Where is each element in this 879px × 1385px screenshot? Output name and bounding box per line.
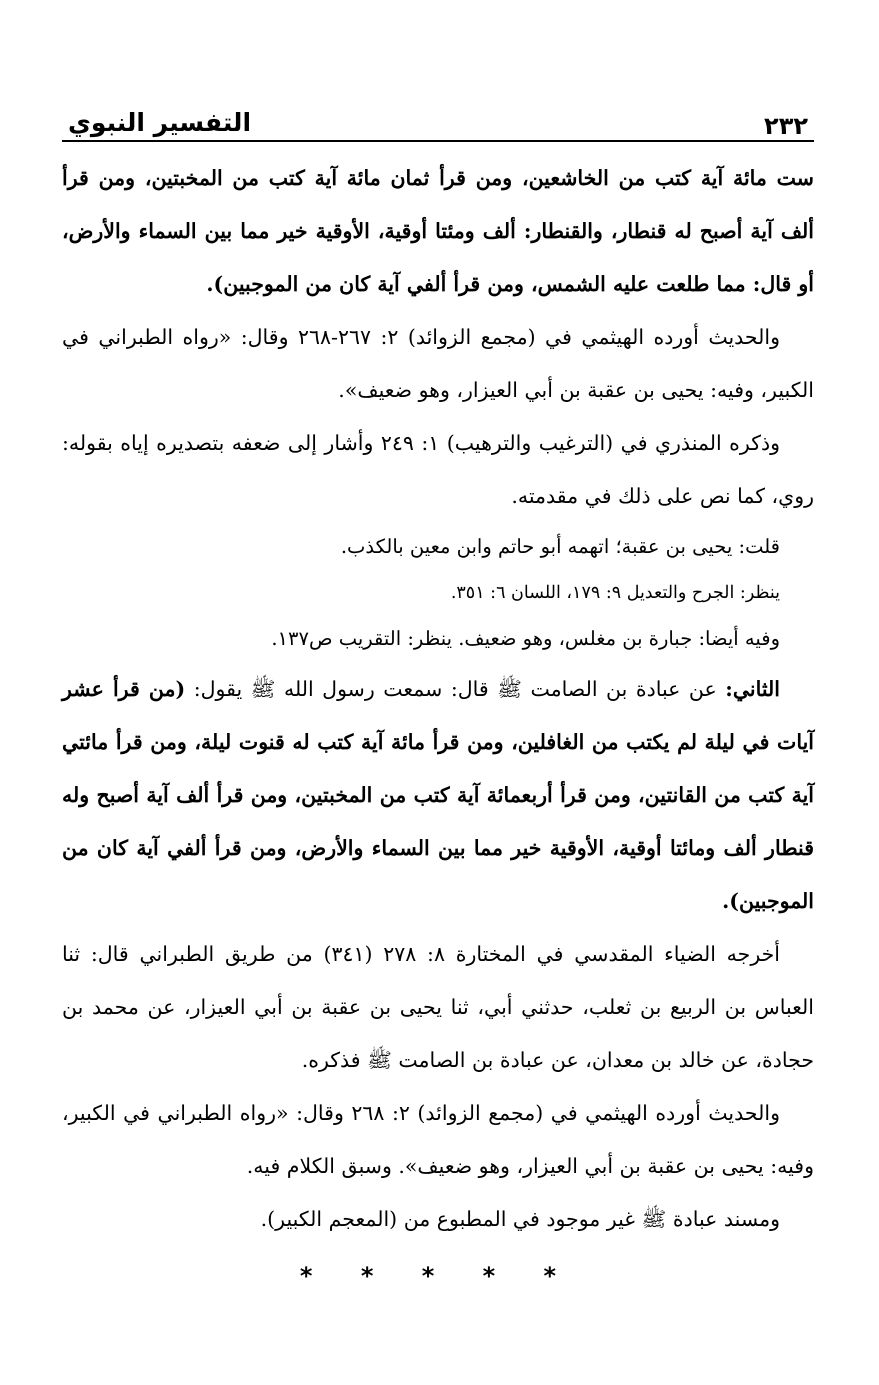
paragraph-haythami-1: والحديث أورده الهيثمي في (مجمع الزوائد) ٢: ٢٦٧-٢٦٨ وقال: «رواه الطبراني في الكبير، وفيه: يحيى بن عقبة بن أبي العيزار، وهو ضعيف».: [62, 325, 814, 402]
second-hadith-intro: عن عبادة بن الصامت ﷺ قال: سمعت رسول الله ﷺ يقول:: [185, 677, 726, 701]
paragraph-mundhiri: وذكره المنذري في (الترغيب والترهيب) ١: ٢٤٩ وأشار إلى ضعفه بتصديره إياه بقوله: روي، كما نص على ذلك في مقدمته.: [62, 431, 814, 508]
book-title: التفسير النبوي: [68, 108, 252, 137]
paragraph-musnad-ubada: ومسند عبادة ﷺ غير موجود في المطبوع من (المعجم الكبير).: [260, 1207, 780, 1231]
paragraph-second-hadith: [62, 663, 814, 928]
page-number: ٢٣٢: [764, 112, 808, 140]
paragraph-diya: أخرجه الضياء المقدسي في المختارة ٨: ٢٧٨ (٣٤١) من طريق الطبراني قال: ثنا العباس بن الربيع بن ثعلب، حدثني أبي، ثنا يحيى بن عقبة بن أبي العيزار، عن محمد بن حجادة، عن خالد بن معدان، عن عبادة بن الصامت ﷺ فذكره.: [62, 942, 814, 1072]
running-header: [62, 96, 814, 142]
section-divider: * * * * *: [299, 1262, 577, 1290]
hadith-continuation: ست مائة آية كتب من الخاشعين، ومن قرأ ثمان مائة آية كتب من المخبتين، ومن قرأ ألف آية أصبح له قنطار، والقنطار: ألف ومئتا أوقية، الأوقية خير مما بين السماء والأرض، أو قال: مما طلعت عليه الشمس، ومن قرأ ألفي آية كان من الموجبين).: [62, 166, 814, 296]
page: [62, 96, 814, 1290]
second-hadith-label: الثاني:: [725, 677, 780, 701]
paragraph-note-yahya: قلت: يحيى بن عقبة؛ اتهمه أبو حاتم وابن معين بالكذب.: [340, 535, 780, 558]
page-body: [62, 152, 814, 1246]
paragraph-references: ينظر: الجرح والتعديل ٩: ١٧٩، اللسان ٦: ٣٥١.: [450, 583, 780, 603]
paragraph-haythami-2: والحديث أورده الهيثمي في (مجمع الزوائد) ٢: ٢٦٨ وقال: «رواه الطبراني في الكبير، وفيه: يحيى بن عقبة بن أبي العيزار، وهو ضعيف». وسبق الكلام فيه.: [62, 1101, 814, 1178]
paragraph-jubara: وفيه أيضا: جبارة بن مغلس، وهو ضعيف. ينظر: التقريب ص١٣٧.: [271, 627, 780, 650]
second-hadith-text: (من قرأ عشر آيات في ليلة لم يكتب من الغافلين، ومن قرأ مائة آية كتب له قنوت ليلة، ومن قرأ مائتي آية كتب من القانتين، ومن قرأ أربعمائة آية كتب من المخبتين، ومن قرأ ألف آية أصبح وله قنطار ألف ومائتا أوقية، الأوقية خير مما بين السماء والأرض، ومن قرأ ألفي آية كان من الموجبين).: [62, 677, 814, 913]
